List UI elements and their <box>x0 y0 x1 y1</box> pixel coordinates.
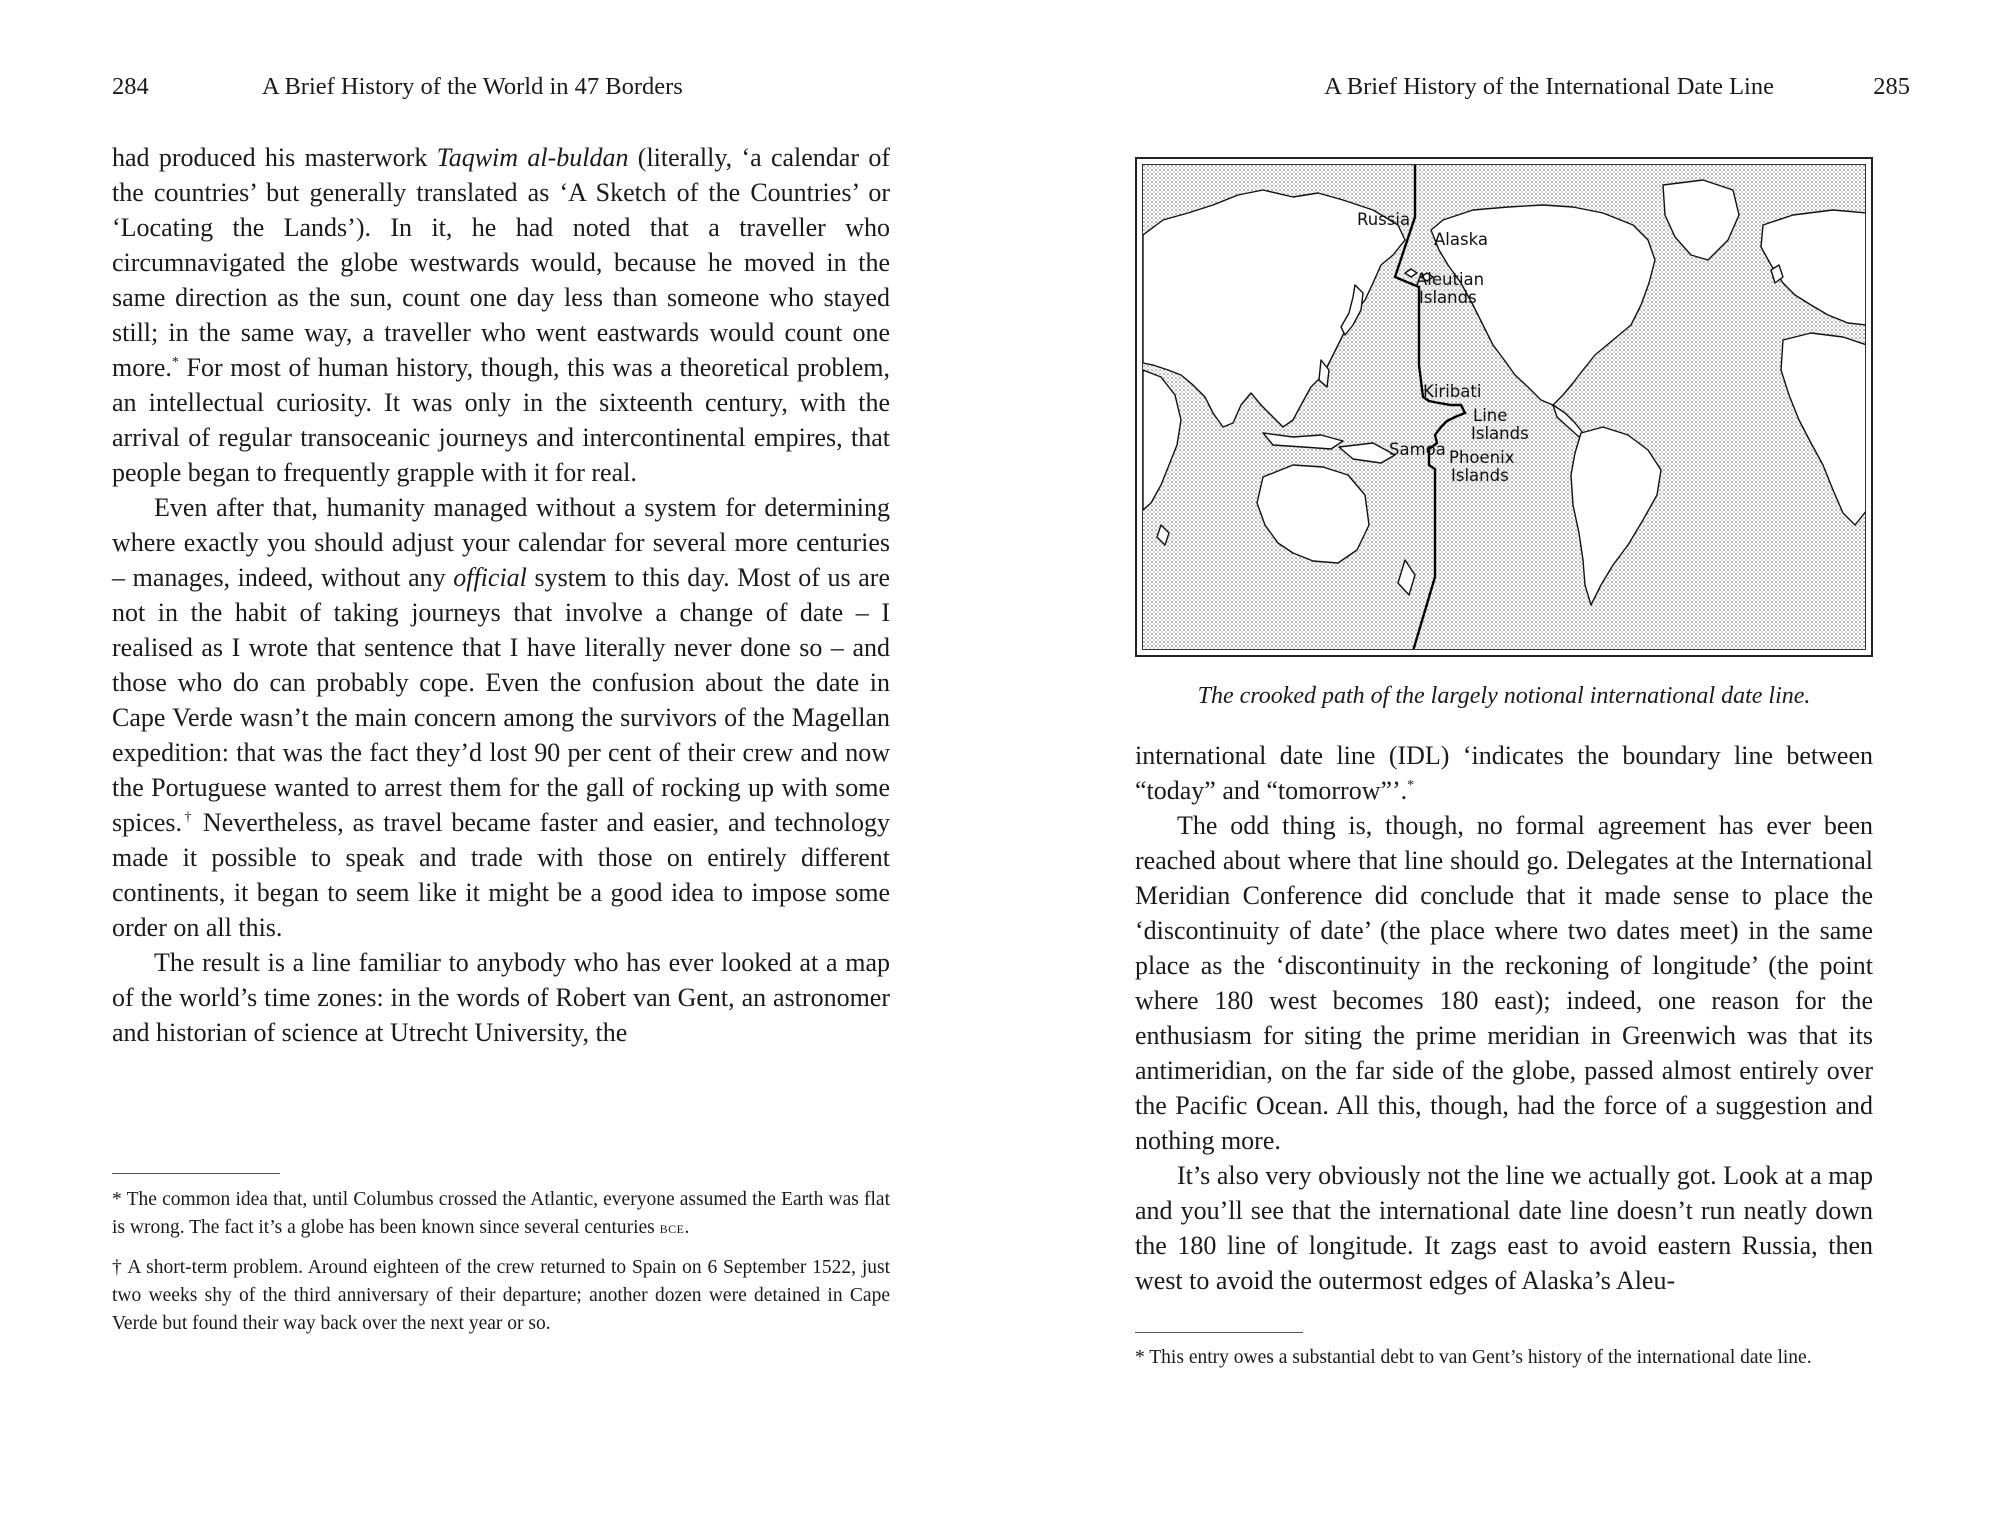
paragraph: The odd thing is, though, no formal agreement has ever been reached about where that line should go. Delegates at the International Meridian Conference did conclude that it made sense to place the ‘discontinuity of date’ (the place where two dates meet) in the same place as the ‘discontinuity in the reckoning of longitude’ (the point where 180 west becomes 180 east); indeed, one reason for the enthusiasm for siting the prime meridian in Greenwich was that its antimeridian, on the far side of the globe, passed almost entirely over the Pacific Ocean. All this, though, had the force of a suggestion and nothing more. <box>1135 811 1873 1155</box>
footnote: * The common idea that, until Columbus crossed the Atlantic, everyone assumed the Earth was flat is wrong. The fact it’s a globe has been known since several centuries bce. <box>112 1189 890 1238</box>
paragraph: had produced his masterwork Taqwim al-buldan (literally, ‘a calendar of the countries’ but generally translated as ‘A Sketch of the Countries’ or ‘Locating the Lands’). In it, he had noted that a traveller who circumnavigated the globe westwards would, because he moved in the same direction as the sun, count one day less than someone who stayed still; in the same way, a traveller who went eastwards would count one more.* For most of human history, though, this was a theoretical problem, an intellectual curiosity. It was only in the sixteenth century, with the arrival of regular transoceanic journeys and intercontinental empires, that people began to frequently grapple with it for real. <box>112 143 890 487</box>
label-alaska: Alaska <box>1434 230 1488 249</box>
footnote-rule <box>112 1173 280 1174</box>
label-aleutian-islands: Islands <box>1419 288 1477 307</box>
running-head: A Brief History of the International Date Line <box>1324 73 1774 100</box>
label-samoa: Samoa <box>1389 440 1446 459</box>
page-number: 284 <box>112 73 149 100</box>
footnote-marker: * <box>1407 778 1415 793</box>
footnote: * This entry owes a substantial debt to van Gent’s history of the international date line. <box>1135 1347 1812 1368</box>
right-page <box>1000 0 2000 1531</box>
page-number: 285 <box>1873 73 1910 100</box>
footnote-marker: * <box>171 355 179 370</box>
label-line-islands: Islands <box>1471 424 1529 443</box>
label-line: Line <box>1473 406 1508 425</box>
footnote-rule <box>1135 1332 1303 1333</box>
footnotes <box>1135 1344 1873 1384</box>
running-head: A Brief History of the World in 47 Borders <box>262 73 683 100</box>
paragraph: international date line (IDL) ‘indicates the boundary line between “today” and “tomorrow”’.* <box>1135 741 1873 805</box>
label-kiribati: Kiribati <box>1423 382 1482 401</box>
date-line-map <box>1135 157 1873 657</box>
paragraph: It’s also very obviously not the line we actually got. Look at a map and you’ll see that the international date line doesn’t run neatly down the 180 line of longitude. It zags east to avoid eastern Russia, then west to avoid the outermost edges of Alaska’s Aleu- <box>1135 1161 1873 1295</box>
label-russia: Russia <box>1357 210 1411 229</box>
paragraph: The result is a line familiar to anybody who has ever looked at a map of the world’s time zones: in the words of Robert van Gent, an astronomer and historian of science at Utrecht University, the <box>112 948 890 1047</box>
body-text <box>112 140 890 1050</box>
map-caption: The crooked path of the largely notional international date line. <box>1197 683 1811 709</box>
paragraph: Even after that, humanity managed without a system for determining where exactly you should adjust your calendar for several more centuries – manages, indeed, without any official system to this day. Most of us are not in the habit of taking journeys that involve a change of date – I realised as I wrote that sentence that I have literally never done so – and those who do can probably cope. Even the confusion about the date in Cape Verde wasn’t the main concern among the survivors of the Magellan expedition: that was the fact they’d lost 90 per cent of their crew and now the Portuguese wanted to arrest them for the gall of rocking up with some spices.† Nevertheless, as travel became faster and easier, and technology made it possible to speak and trade with those on entirely different continents, it began to seem like it might be a good idea to impose some order on all this. <box>112 493 891 942</box>
footnotes <box>112 1186 890 1350</box>
label-phoenix: Phoenix <box>1449 448 1515 467</box>
footnote: † A short-term problem. Around eighteen of the crew returned to Spain on 6 September 1522, just two weeks shy of the third anniversary of their departure; another dozen were detained in Cape Verde but found their way back over the next year or so. <box>112 1257 890 1334</box>
body-text <box>1135 738 1873 1298</box>
label-aleutian: Aleutian <box>1416 270 1485 289</box>
label-phoenix-islands: Islands <box>1451 466 1509 485</box>
footnote-marker: † <box>182 810 194 825</box>
